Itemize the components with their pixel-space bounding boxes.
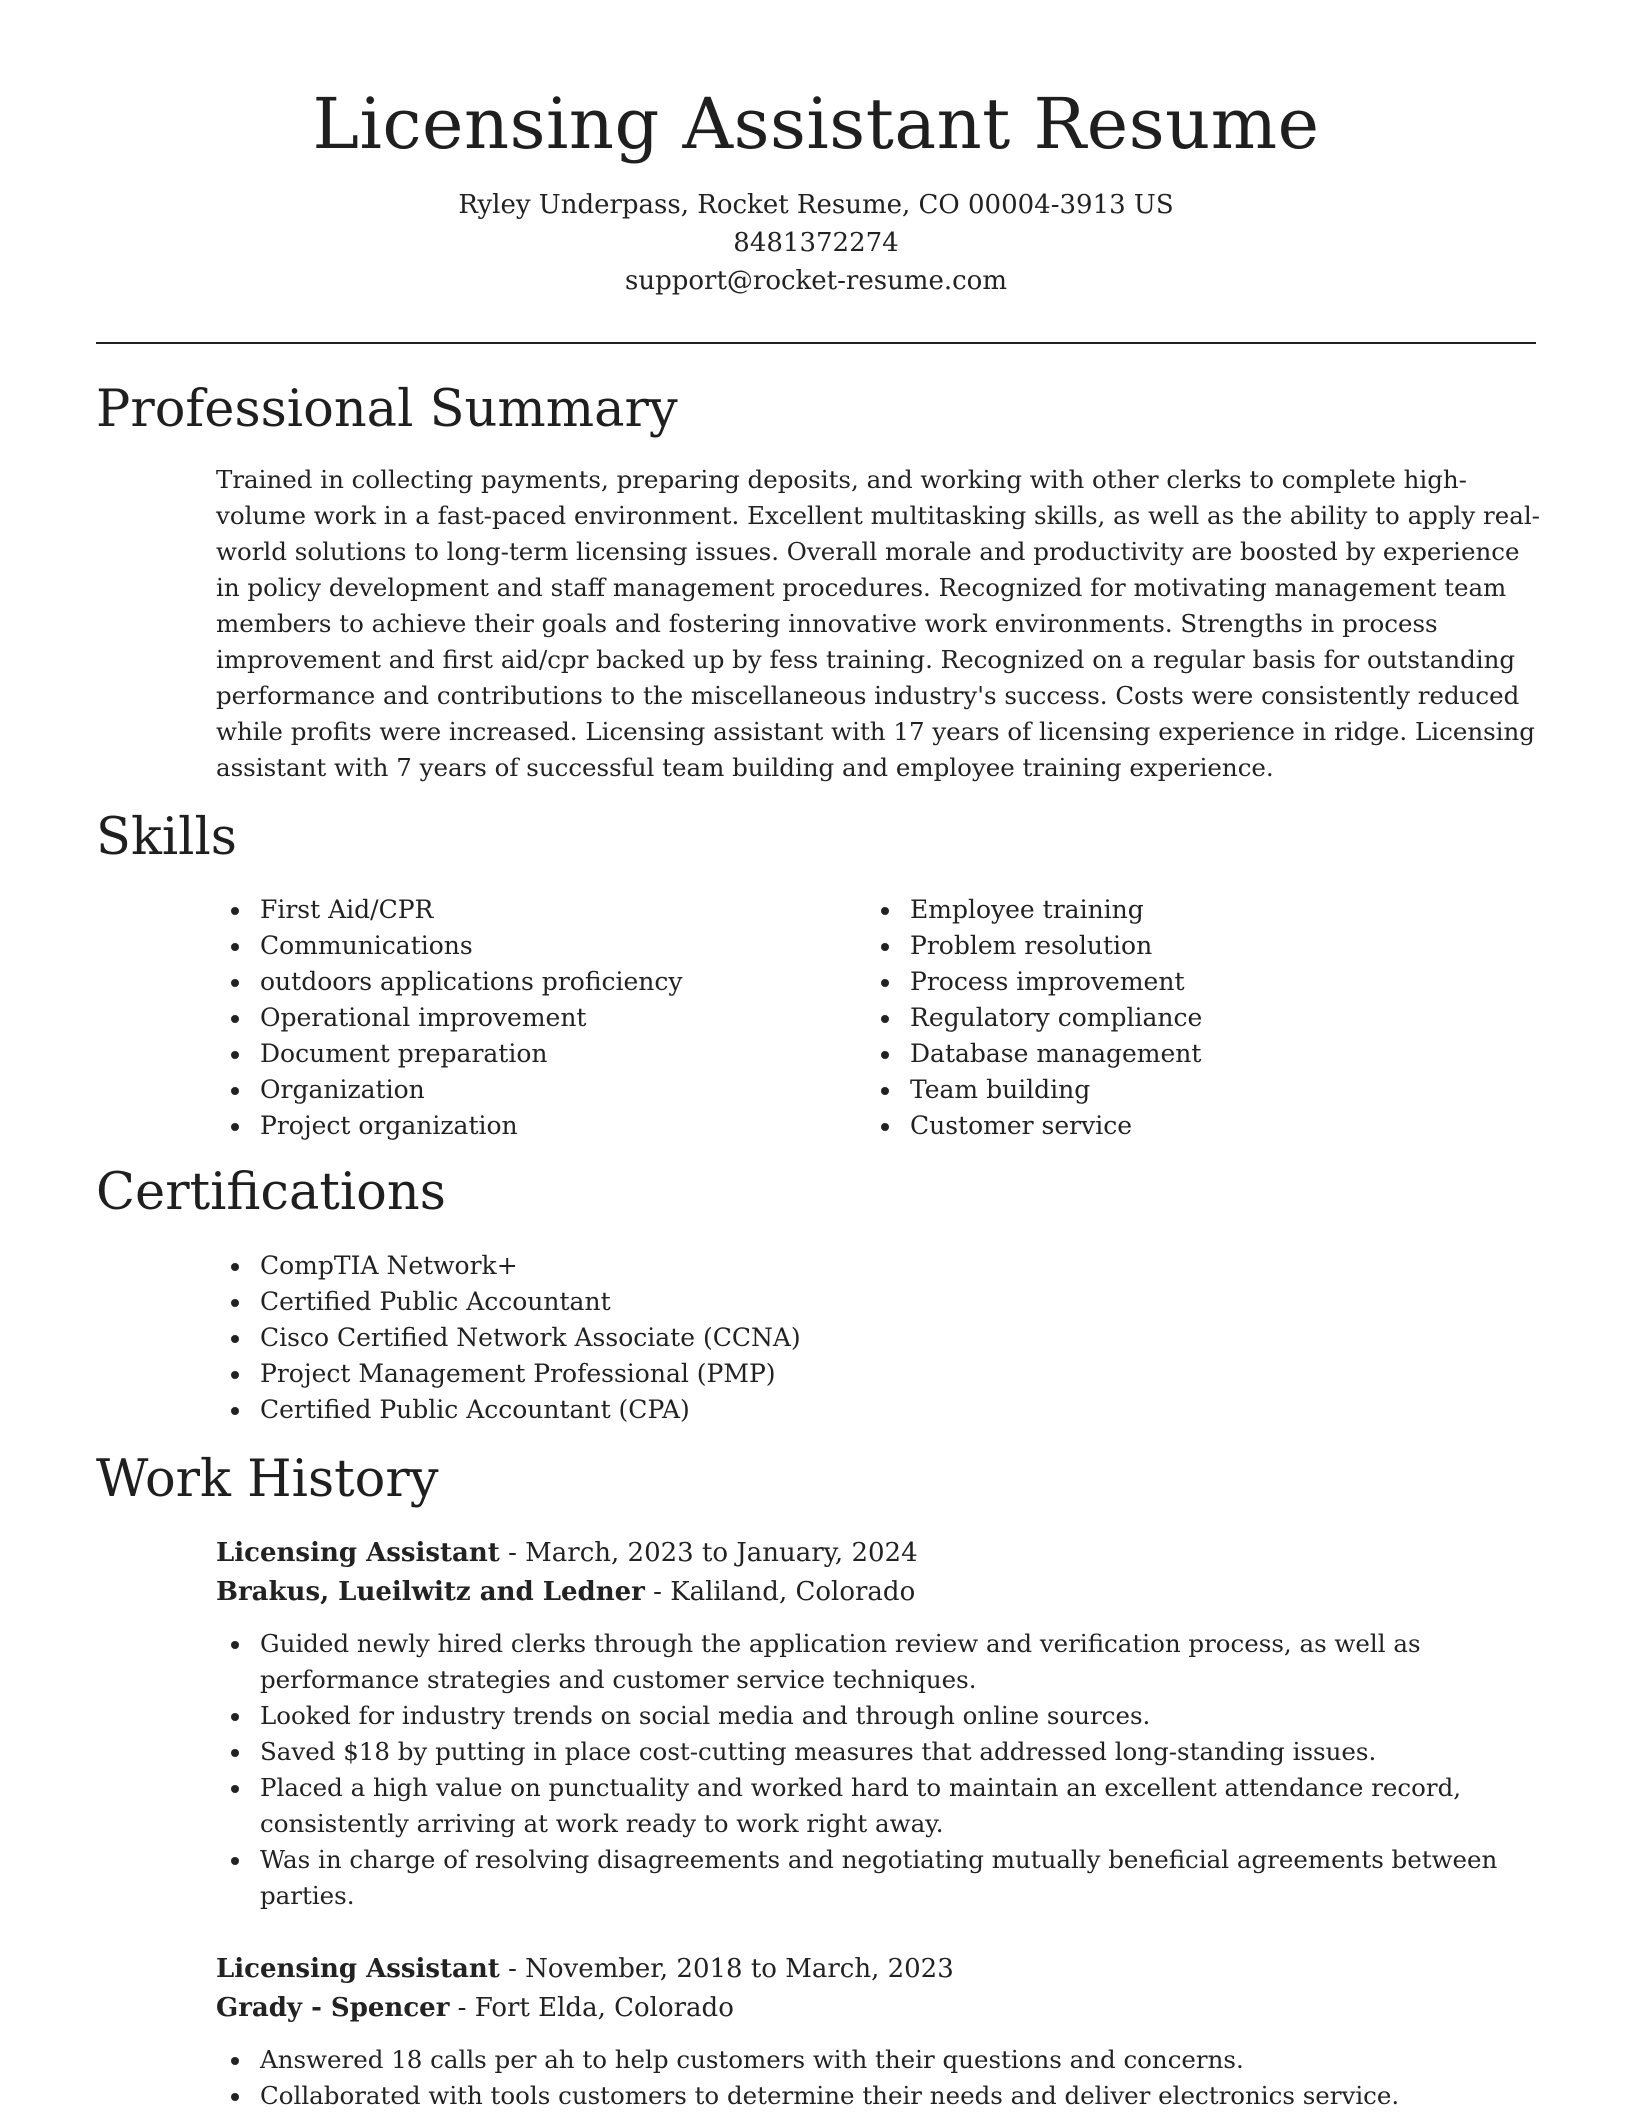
skill-item: Organization <box>216 1072 816 1108</box>
job-title: Licensing Assistant <box>216 1954 500 1984</box>
skill-item: Problem resolution <box>866 928 1466 964</box>
skill-item: Project organization <box>216 1108 816 1144</box>
work-history-heading: Work History <box>96 1450 439 1509</box>
certification-item: Cisco Certified Network Associate (CCNA) <box>216 1320 1116 1356</box>
job-title: Licensing Assistant <box>216 1538 500 1568</box>
summary-text: Trained in collecting payments, preparing deposits, and working with other clerks to complete high-volume work in a fast-paced environment. Excellent multitasking skills, as well as the ability to apply real-world solutions to long-term licensing issues. Overall morale and productivity are boosted by experience in policy development and staff management procedures. Recognized for motivating management team members to achieve their goals and fostering innovative work environments. Strengths in process improvement and first aid/cpr backed up by fess training. Recognized on a regular basis for outstanding performance and contributions to the miscellaneous industry's success. Costs were consistently reduced while profits were increased. Licensing assistant with 17 years of licensing experience in ridge. Licensing assistant with 7 years of successful team building and employee training experience. <box>216 465 1540 782</box>
skill-item: Communications <box>216 928 816 964</box>
contact-address: Ryley Underpass, Rocket Resume, CO 00004-3913 US <box>458 190 1174 220</box>
job-company-line <box>216 1573 1546 1612</box>
skills-heading: Skills <box>96 808 237 867</box>
job-company-line <box>216 1989 1546 2028</box>
skills-list-left <box>216 892 816 1144</box>
certifications-heading: Certifications <box>96 1163 446 1222</box>
skill-item: Team building <box>866 1072 1466 1108</box>
job-bullet: Answered 18 calls per ah to help customers with their questions and concerns. <box>216 2042 1546 2078</box>
page-title: Licensing Assistant Resume <box>312 83 1320 165</box>
job-title-line <box>216 1534 1546 1573</box>
job-bullet: Looked for industry trends on social media and through online sources. <box>216 1698 1546 1734</box>
skill-item: Employee training <box>866 892 1466 928</box>
job-company: Grady - Spencer <box>216 1993 450 2023</box>
skill-item: First Aid/CPR <box>216 892 816 928</box>
job-dates: - March, 2023 to January, 2024 <box>499 1538 918 1568</box>
job-bullet: Collaborated with tools customers to determine their needs and deliver electronics service. <box>216 2078 1546 2112</box>
skills-list-right <box>866 892 1466 1144</box>
certification-item: Certified Public Accountant <box>216 1284 1116 1320</box>
skill-item: Document preparation <box>216 1036 816 1072</box>
certification-item: CompTIA Network+ <box>216 1248 1116 1284</box>
job-bullet: Saved $18 by putting in place cost-cutting measures that addressed long-standing issues. <box>216 1734 1546 1770</box>
skill-item: Customer service <box>866 1108 1466 1144</box>
header-divider <box>96 342 1536 344</box>
skill-item: outdoors applications proficiency <box>216 964 816 1000</box>
skill-item: Operational improvement <box>216 1000 816 1036</box>
certification-item: Certified Public Accountant (CPA) <box>216 1392 1116 1428</box>
job-entry <box>216 1950 1546 2112</box>
contact-phone: 8481372274 <box>733 228 899 258</box>
job-location: - Kaliland, Colorado <box>644 1577 916 1607</box>
skill-item: Regulatory compliance <box>866 1000 1466 1036</box>
summary-heading: Professional Summary <box>96 380 678 439</box>
certification-item: Project Management Professional (PMP) <box>216 1356 1116 1392</box>
skill-item: Database management <box>866 1036 1466 1072</box>
job-bullets <box>216 2042 1546 2112</box>
job-location: - Fort Elda, Colorado <box>449 1993 734 2023</box>
job-title-line <box>216 1950 1546 1989</box>
job-bullet: Guided newly hired clerks through the application review and verification process, as well as performance strategies and customer service techniques. <box>216 1626 1546 1698</box>
contact-email: support@rocket-resume.com <box>624 266 1007 296</box>
resume-header <box>0 0 1632 300</box>
job-company: Brakus, Lueilwitz and Ledner <box>216 1577 645 1607</box>
certifications-list <box>216 1248 1116 1428</box>
job-entry <box>216 1534 1546 1914</box>
contact-block <box>0 186 1632 300</box>
job-dates: - November, 2018 to March, 2023 <box>499 1954 954 1984</box>
job-bullets <box>216 1626 1546 1914</box>
job-bullet: Was in charge of resolving disagreements and negotiating mutually beneficial agreements between parties. <box>216 1842 1546 1914</box>
skill-item: Process improvement <box>866 964 1466 1000</box>
job-bullet: Placed a high value on punctuality and worked hard to maintain an excellent attendance record, consistently arriving at work ready to work right away. <box>216 1770 1546 1842</box>
